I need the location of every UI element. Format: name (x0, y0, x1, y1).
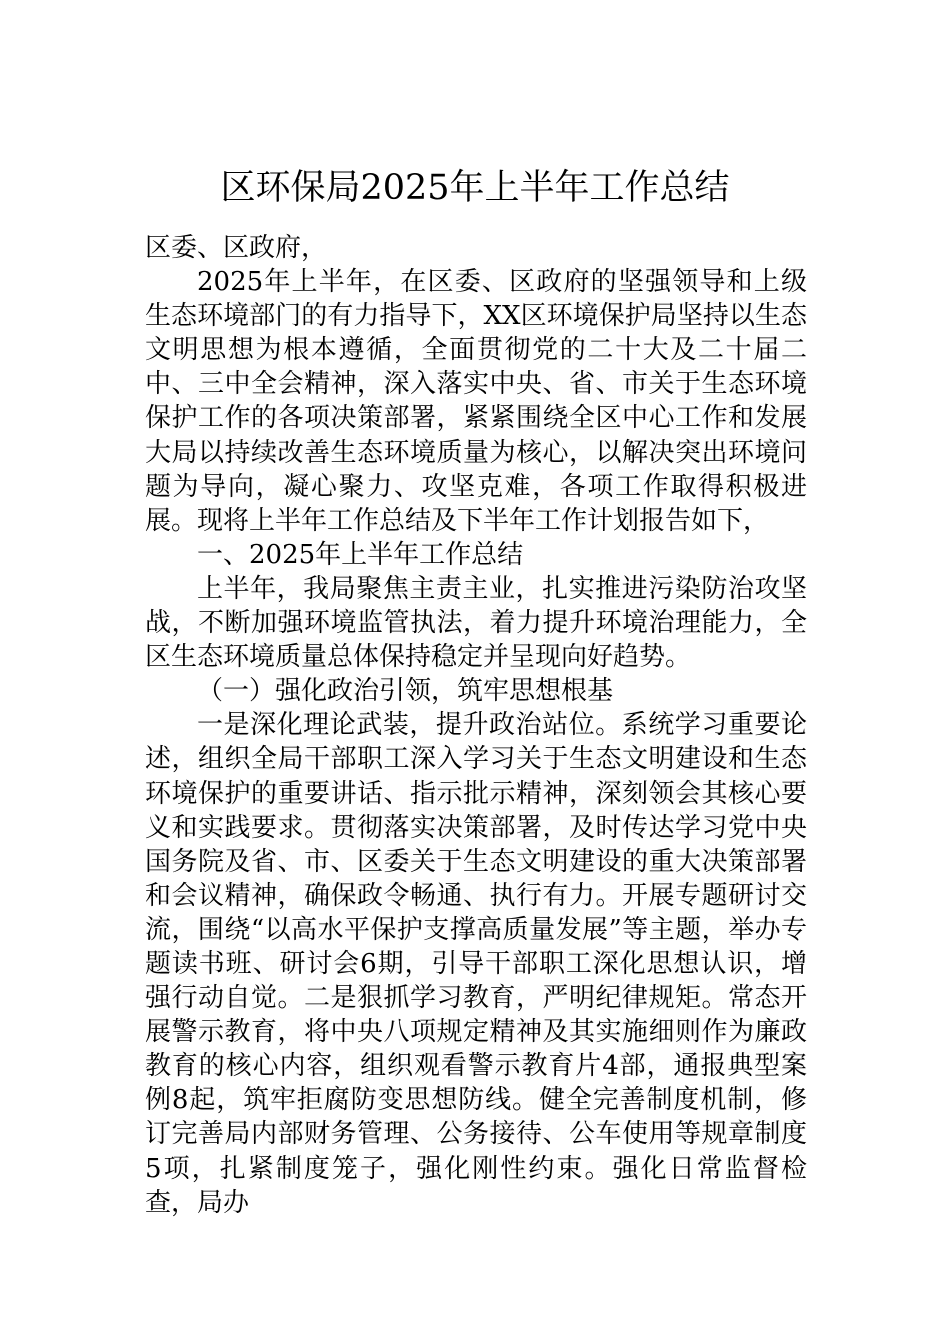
intro-paragraph: 2025年上半年，在区委、区政府的坚强领导和上级生态环境部门的有力指导下，XX区环境保护局坚持以生态文明思想为根本遵循，全面贯彻党的二十大及二十届二中、三中全会精神，深入落实中央、省、市关于生态环境保护工作的各项决策部署，紧紧围绕全区中心工作和发展大局以持续改善生态环境质量为核心，以解决突出环境问题为导向，凝心聚力、攻坚克难，各项工作取得积极进展。现将上半年工作总结及下半年工作计划报告如下， (145, 267, 807, 536)
section-heading-1: 一、2025年上半年工作总结 (197, 539, 524, 570)
section-1-summary-paragraph: 上半年，我局聚焦主责主业，扎实推进污染防治攻坚战，不断加强环境监管执法，着力提升环境治理能力，全区生态环境质量总体保持稳定并呈现向好趋势。 (145, 573, 807, 673)
document-title: 区环保局2025年上半年工作总结 (220, 168, 730, 208)
salutation: 区委、区政府， (145, 233, 328, 263)
subsection-heading-1: （一）强化政治引领，筑牢思想根基 (197, 676, 614, 707)
document-body (145, 231, 807, 1220)
subsection-1-paragraph: 一是深化理论武装，提升政治站位。系统学习重要论述，组织全局干部职工深入学习关于生态文明建设和生态环境保护的重要讲话、指示批示精神，深刻领会其核心要义和实践要求。贯彻落实决策部署，及时传达学习党中央国务院及省、市、区委关于生态文明建设的重大决策部署和会议精神，确保政令畅通、执行有力。开展专题研讨交流，围绕“以高水平保护支撑高质量发展”等主题，举办专题读书班、研讨会6期，引导干部职工深化思想认识，增强行动自觉。二是狠抓学习教育，严明纪律规矩。常态开展警示教育，将中央八项规定精神及其实施细则作为廉政教育的核心内容，组织观看警示教育片4部，通报典型案例8起，筑牢拒腐防变思想防线。健全完善制度机制，修订完善局内部财务管理、公务接待、公车使用等规章制度5项，扎紧制度笼子，强化刚性约束。强化日常监督检查，局办 (145, 710, 807, 1218)
